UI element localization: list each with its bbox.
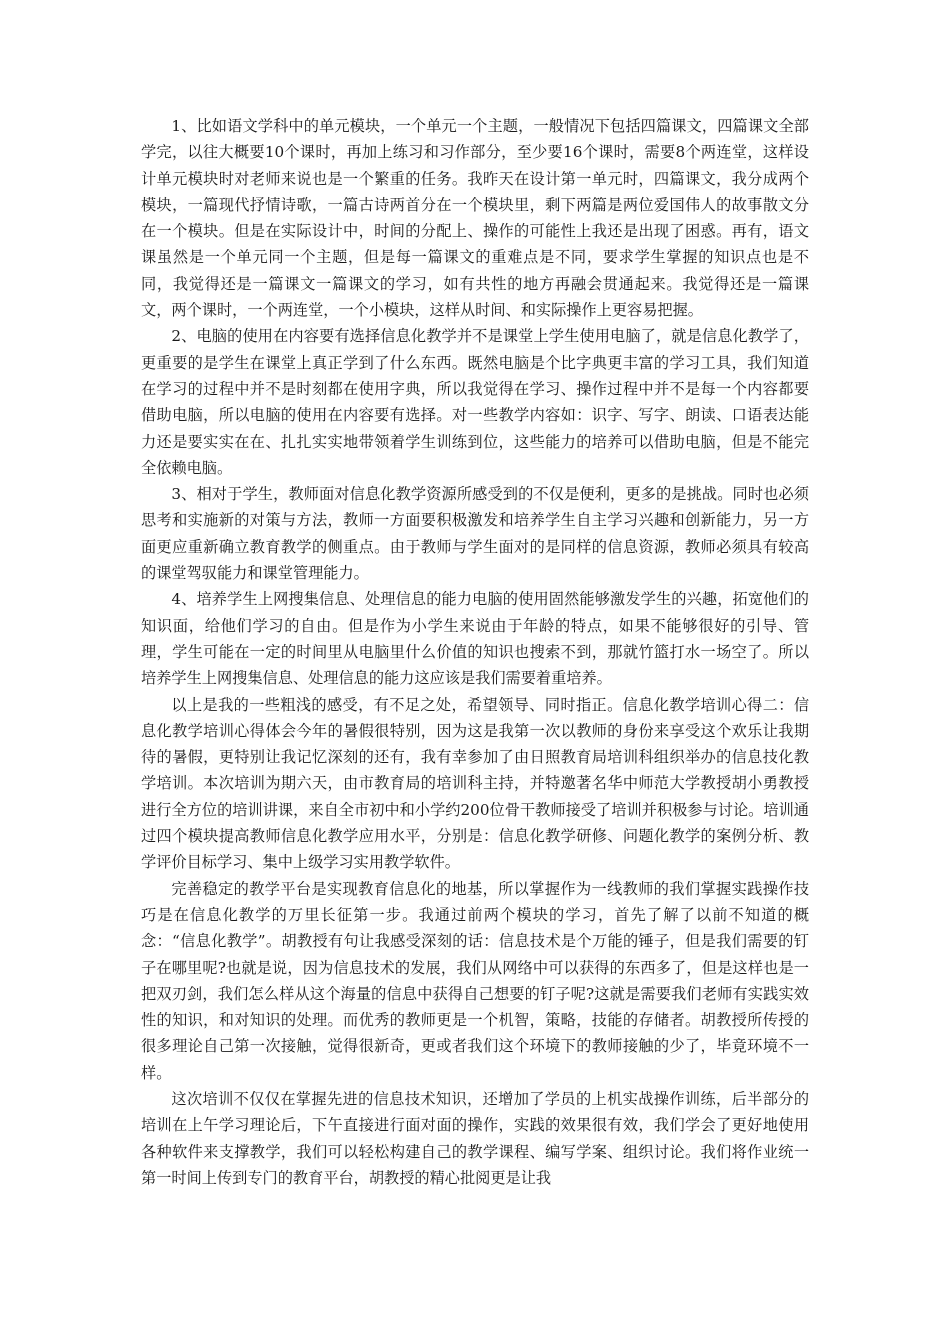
document-body xyxy=(141,113,809,1191)
paragraph-6: 完善稳定的教学平台是实现教育信息化的地基，所以掌握作为一线教师的我们掌握实践操作技巧是在信息化教学的万里长征第一步。我通过前两个模块的学习，首先了解了以前不知道的概念：“信息化教学”。胡教授有句让我感受深刻的话：信息技术是个万能的锤子，但是我们需要的钉子在哪里呢?也就是说，因为信息技术的发展，我们从网络中可以获得的东西多了，但是这样也是一把双刃剑，我们怎么样从这个海量的信息中获得自己想要的钉子呢?这就是需要我们老师有实践实效性的知识，和对知识的处理。而优秀的教师更是一个机智，策略，技能的存储者。胡教授所传授的很多理论自己第一次接触，觉得很新奇，更或者我们这个环境下的教师接触的少了，毕竟环境不一样。 xyxy=(141,879,809,1082)
paragraph-1: 1、比如语文学科中的单元模块，一个单元一个主题，一般情况下包括四篇课文，四篇课文全部学完，以往大概要10个课时，再加上练习和习作部分，至少要16个课时，需要8个两连堂，这样设计单元模块时对老师来说也是一个繁重的任务。我昨天在设计第一单元时，四篇课文，我分成两个模块，一篇现代抒情诗歌，一篇古诗两首分在一个模块里，剩下两篇是两位爱国伟人的故事散文分在一个模块。但是在实际设计中，时间的分配上、操作的可能性上我还是出现了困惑。再有，语文课虽然是一个单元同一个主题，但是每一篇课文的重难点是不同，要求学生掌握的知识点也是不同，我觉得还是一篇课文一篇课文的学习，如有共性的地方再融会贯通起来。我觉得还是一篇课文，两个课时，一个两连堂，一个小模块，这样从时间、和实际操作上更容易把握。 xyxy=(141,117,809,320)
paragraph-7: 这次培训不仅仅在掌握先进的信息技术知识，还增加了学员的上机实战操作训练，后半部分的培训在上午学习理论后，下午直接进行面对面的操作，实践的效果很有效，我们学会了更好地使用各种软件来支撑教学，我们可以轻松构建自己的教学课程、编写学案、组织讨论。我们将作业统一第一时间上传到专门的教育平台，胡教授的精心批阅更是让我 xyxy=(141,1089,809,1187)
paragraph-2: 2、电脑的使用在内容要有选择信息化教学并不是课堂上学生使用电脑了，就是信息化教学了，更重要的是学生在课堂上真正学到了什么东西。既然电脑是个比字典更丰富的学习工具，我们知道在学习的过程中并不是时刻都在使用字典，所以我觉得在学习、操作过程中并不是每一个内容都要借助电脑，所以电脑的使用在内容要有选择。对一些教学内容如：识字、写字、朗读、口语表达能力还是要实实在在、扎扎实实地带领着学生训练到位，这些能力的培养可以借助电脑，但是不能完全依赖电脑。 xyxy=(141,327,809,477)
paragraph-5: 以上是我的一些粗浅的感受，有不足之处，希望领导、同时指正。信息化教学培训心得二：信息化教学培训心得体会今年的暑假很特别，因为这是我第一次以教师的身份来享受这个欢乐让我期待的暑假，更特别让我记忆深刻的还有，我有幸参加了由日照教育局培训科组织举办的信息技化教学培训。本次培训为期六天，由市教育局的培训科主持，并特邀著名华中师范大学教授胡小勇教授进行全方位的培训讲课，来自全市初中和小学约200位骨干教师接受了培训并积极参与讨论。培训通过四个模块提高教师信息化教学应用水平，分别是：信息化教学研修、问题化教学的案例分析、教学评价目标学习、集中上级学习实用教学软件。 xyxy=(141,695,809,872)
paragraph-4: 4、培养学生上网搜集信息、处理信息的能力电脑的使用固然能够激发学生的兴趣，拓宽他们的知识面，给他们学习的自由。但是作为小学生来说由于年龄的特点，如果不能够很好的引导、管理，学生可能在一定的时间里从电脑里什么价值的知识也搜索不到，那就竹篮打水一场空了。所以培养学生上网搜集信息、处理信息的能力这应该是我们需要着重培养。 xyxy=(141,590,809,688)
paragraph-3: 3、相对于学生，教师面对信息化教学资源所感受到的不仅是便利，更多的是挑战。同时也必须思考和实施新的对策与方法，教师一方面要积极激发和培养学生自主学习兴趣和创新能力，另一方面更应重新确立教育教学的侧重点。由于教师与学生面对的是同样的信息资源，教师必须具有较高的课堂驾驭能力和课堂管理能力。 xyxy=(141,485,809,583)
